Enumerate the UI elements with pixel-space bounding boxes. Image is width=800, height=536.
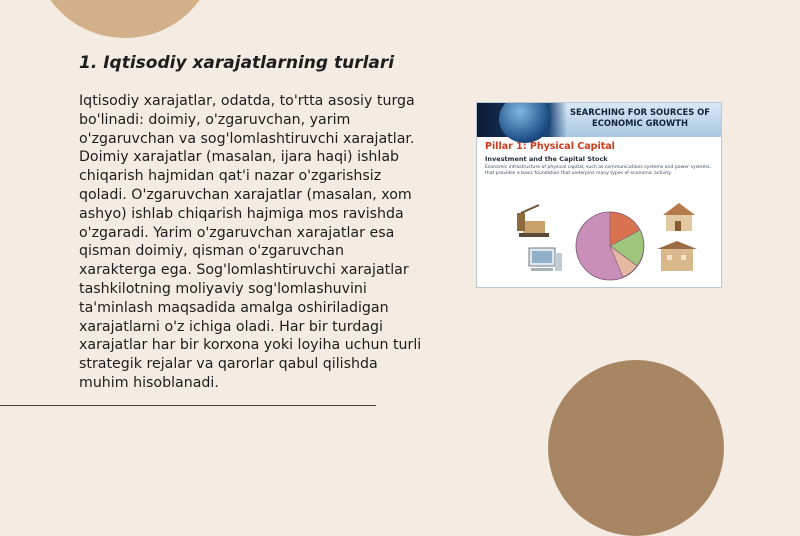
house-icon: [663, 203, 695, 231]
divider-line: [0, 405, 376, 406]
pie-chart-graphic: [576, 212, 644, 280]
figure-title-line1: SEARCHING FOR SOURCES OF: [569, 107, 710, 117]
crane-icon: [517, 205, 549, 237]
body-paragraph: Iqtisodiy xarajatlar, odatda, to'rtta asosiy turga bo'linadi: doimiy, o'zgaruvchan, yarim o'zgaruvchan va sog'lomlashtiruvchi xarajatlar. Doimiy xarajatlar (masalan, ijara haqi) ishlab chiqarish hajmidan qat'i nazar o'zgarishsiz qoladi. O'zgaruvchan xarajatlar (masalan, xom ashyo) ishlab chiqarish hajmiga mos ravishda o'zgaradi. Yarim o'zgaruvchan xarajatlar esa qisman doimiy, qisman o'zgaruvchan xarakterga ega. Sog'lomlashtiruvchi xarajatlar tashkilotning moliyaviy sog'lomlashuvini ta'minlash maqsadida amalga oshiriladigan xarajatlarni o'z ichiga oladi. Har bir turdagi xarajatlar har bir korxona yoki loyiha uchun turli strategik rejalar va qarorlar qabul qilishda muhim hisoblanadi.: [79, 93, 422, 391]
pillar-heading: Pillar 1: Physical Capital: [485, 141, 615, 152]
slide-title: 1. Iqtisodiy xarajatlarning turlari: [79, 53, 395, 73]
figure-title-line2: ECONOMIC GROWTH: [591, 118, 689, 128]
figure-illustration: [477, 103, 721, 287]
economic-growth-figure: [476, 102, 722, 288]
decorative-circle-bottom: [548, 360, 724, 536]
building-icon: [657, 241, 697, 271]
decorative-circle-top: [34, 0, 216, 38]
figure-subtitle: Investment and the Capital Stock: [485, 155, 608, 163]
figure-description: Economic infrastructure of physical capital, such as communications systems and power systems, that provides a basic foundation that underpins many types of economic activity.: [485, 165, 711, 176]
computer-icon: [529, 248, 562, 271]
